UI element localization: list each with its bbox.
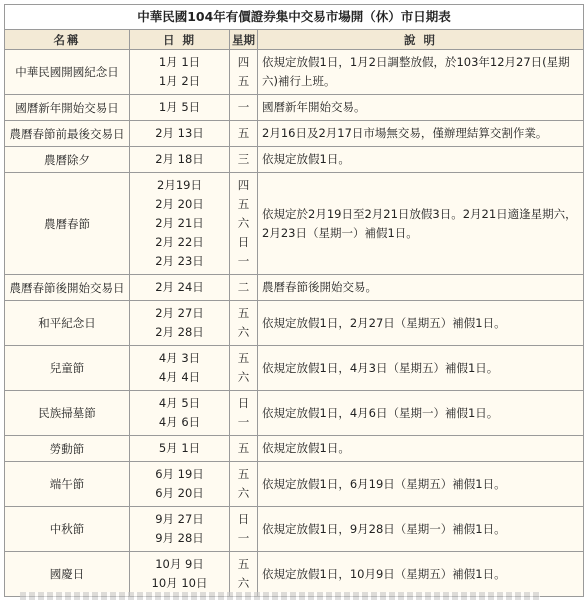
date-value: 4月 5日 bbox=[158, 396, 201, 410]
table-row bbox=[5, 121, 584, 147]
table-row bbox=[5, 462, 584, 507]
date-value: 9月 28日 bbox=[155, 531, 204, 545]
holiday-name: 和平紀念日 bbox=[5, 301, 130, 346]
date-value: 2月 24日 bbox=[155, 280, 204, 294]
date-value: 2月 20日 bbox=[155, 197, 204, 211]
holiday-name: 農曆春節後開始交易日 bbox=[5, 275, 130, 301]
holiday-dates bbox=[130, 173, 230, 275]
holiday-weekdays bbox=[230, 275, 258, 301]
weekday-value: 日 bbox=[237, 512, 250, 526]
holiday-note: 依規定放假1日，1月2日調整放假，於103年12月27日(星期六)補行上班。 bbox=[258, 50, 584, 95]
holiday-name: 農曆春節 bbox=[5, 173, 130, 275]
weekday-value: 五 bbox=[237, 74, 250, 88]
holiday-note: 國曆新年開始交易。 bbox=[258, 95, 584, 121]
weekday-value: 五 bbox=[237, 467, 250, 481]
header-note: 說 明 bbox=[258, 30, 584, 50]
weekday-value: 六 bbox=[237, 486, 250, 500]
holiday-note: 依規定放假1日，6月19日（星期五）補假1日。 bbox=[258, 462, 584, 507]
holiday-dates bbox=[130, 436, 230, 462]
holiday-note: 依規定放假1日，4月3日（星期五）補假1日。 bbox=[258, 346, 584, 391]
holiday-name: 國慶日 bbox=[5, 552, 130, 597]
holiday-dates bbox=[130, 462, 230, 507]
holiday-name: 農曆除夕 bbox=[5, 147, 130, 173]
holiday-weekdays bbox=[230, 95, 258, 121]
weekday-value: 六 bbox=[237, 216, 250, 230]
holiday-dates bbox=[130, 346, 230, 391]
date-value: 10月 9日 bbox=[155, 557, 204, 571]
date-value: 2月 18日 bbox=[155, 152, 204, 166]
table-row bbox=[5, 436, 584, 462]
weekday-value: 五 bbox=[237, 197, 250, 211]
date-value: 1月 1日 bbox=[158, 55, 201, 69]
date-value: 10月 10日 bbox=[151, 576, 208, 590]
holiday-weekdays bbox=[230, 147, 258, 173]
holiday-schedule bbox=[4, 4, 583, 597]
weekday-value: 二 bbox=[237, 280, 250, 294]
date-value: 2月 21日 bbox=[155, 216, 204, 230]
table-row bbox=[5, 552, 584, 597]
weekday-value: 一 bbox=[237, 100, 250, 114]
date-value: 4月 4日 bbox=[158, 370, 201, 384]
weekday-value: 五 bbox=[237, 306, 250, 320]
holiday-weekdays bbox=[230, 173, 258, 275]
date-value: 2月 23日 bbox=[155, 254, 204, 268]
date-value: 1月 5日 bbox=[158, 100, 201, 114]
date-value: 6月 20日 bbox=[155, 486, 204, 500]
date-value: 2月 28日 bbox=[155, 325, 204, 339]
holiday-note: 依規定放假1日，2月27日（星期五）補假1日。 bbox=[258, 301, 584, 346]
weekday-value: 日 bbox=[237, 396, 250, 410]
date-value: 4月 6日 bbox=[158, 415, 201, 429]
weekday-value: 五 bbox=[237, 441, 250, 455]
date-value: 2月 27日 bbox=[155, 306, 204, 320]
weekday-value: 六 bbox=[237, 370, 250, 384]
weekday-value: 五 bbox=[237, 126, 250, 140]
date-value: 4月 3日 bbox=[158, 351, 201, 365]
weekday-value: 六 bbox=[237, 576, 250, 590]
holiday-name: 端午節 bbox=[5, 462, 130, 507]
holiday-table bbox=[4, 4, 584, 597]
holiday-dates bbox=[130, 50, 230, 95]
holiday-name: 民族掃墓節 bbox=[5, 391, 130, 436]
holiday-weekdays bbox=[230, 436, 258, 462]
weekday-value: 一 bbox=[237, 415, 250, 429]
holiday-dates bbox=[130, 275, 230, 301]
table-body bbox=[5, 50, 584, 597]
table-row bbox=[5, 507, 584, 552]
table-row bbox=[5, 391, 584, 436]
holiday-dates bbox=[130, 95, 230, 121]
date-value: 9月 27日 bbox=[155, 512, 204, 526]
weekday-value: 一 bbox=[237, 531, 250, 545]
table-row bbox=[5, 173, 584, 275]
holiday-note: 農曆春節後開始交易。 bbox=[258, 275, 584, 301]
date-value: 5月 1日 bbox=[158, 441, 201, 455]
date-value: 6月 19日 bbox=[155, 467, 204, 481]
weekday-value: 四 bbox=[237, 178, 250, 192]
weekday-value: 五 bbox=[237, 351, 250, 365]
header-name: 名稱 bbox=[5, 30, 130, 50]
date-value: 2月 22日 bbox=[155, 235, 204, 249]
holiday-note: 依規定放假1日，9月28日（星期一）補假1日。 bbox=[258, 507, 584, 552]
holiday-dates bbox=[130, 552, 230, 597]
holiday-dates bbox=[130, 391, 230, 436]
holiday-weekdays bbox=[230, 346, 258, 391]
weekday-value: 四 bbox=[237, 55, 250, 69]
holiday-dates bbox=[130, 147, 230, 173]
date-value: 1月 2日 bbox=[158, 74, 201, 88]
weekday-value: 日 bbox=[237, 235, 250, 249]
weekday-value: 五 bbox=[237, 557, 250, 571]
holiday-dates bbox=[130, 301, 230, 346]
holiday-weekdays bbox=[230, 121, 258, 147]
holiday-weekdays bbox=[230, 50, 258, 95]
weekday-value: 三 bbox=[237, 152, 250, 166]
cropped-footnote bbox=[0, 592, 588, 600]
holiday-name: 國曆新年開始交易日 bbox=[5, 95, 130, 121]
holiday-dates bbox=[130, 121, 230, 147]
holiday-note: 依規定於2月19日至2月21日放假3日。2月21日適逢星期六，2月23日（星期一）補假1日。 bbox=[258, 173, 584, 275]
holiday-dates bbox=[130, 507, 230, 552]
holiday-name: 農曆春節前最後交易日 bbox=[5, 121, 130, 147]
holiday-weekdays bbox=[230, 301, 258, 346]
table-row bbox=[5, 147, 584, 173]
holiday-weekdays bbox=[230, 462, 258, 507]
holiday-note: 依規定放假1日。 bbox=[258, 147, 584, 173]
holiday-note: 依規定放假1日，10月9日（星期五）補假1日。 bbox=[258, 552, 584, 597]
holiday-name: 中華民國開國紀念日 bbox=[5, 50, 130, 95]
holiday-name: 中秋節 bbox=[5, 507, 130, 552]
holiday-note: 依規定放假1日，4月6日（星期一）補假1日。 bbox=[258, 391, 584, 436]
holiday-note: 依規定放假1日。 bbox=[258, 436, 584, 462]
header-row bbox=[5, 30, 584, 50]
table-row bbox=[5, 346, 584, 391]
header-date: 日 期 bbox=[130, 30, 230, 50]
weekday-value: 一 bbox=[237, 254, 250, 268]
holiday-name: 兒童節 bbox=[5, 346, 130, 391]
table-row bbox=[5, 95, 584, 121]
table-row bbox=[5, 50, 584, 95]
table-row bbox=[5, 301, 584, 346]
date-value: 2月19日 bbox=[157, 178, 202, 192]
header-weekday: 星期 bbox=[230, 30, 258, 50]
holiday-weekdays bbox=[230, 507, 258, 552]
holiday-name: 勞動節 bbox=[5, 436, 130, 462]
holiday-note: 2月16日及2月17日市場無交易，僅辦理結算交割作業。 bbox=[258, 121, 584, 147]
table-row bbox=[5, 275, 584, 301]
date-value: 2月 13日 bbox=[155, 126, 204, 140]
table-title: 中華民國104年有價證券集中交易市場開（休）市日期表 bbox=[4, 4, 584, 29]
weekday-value: 六 bbox=[237, 325, 250, 339]
holiday-weekdays bbox=[230, 391, 258, 436]
holiday-weekdays bbox=[230, 552, 258, 597]
